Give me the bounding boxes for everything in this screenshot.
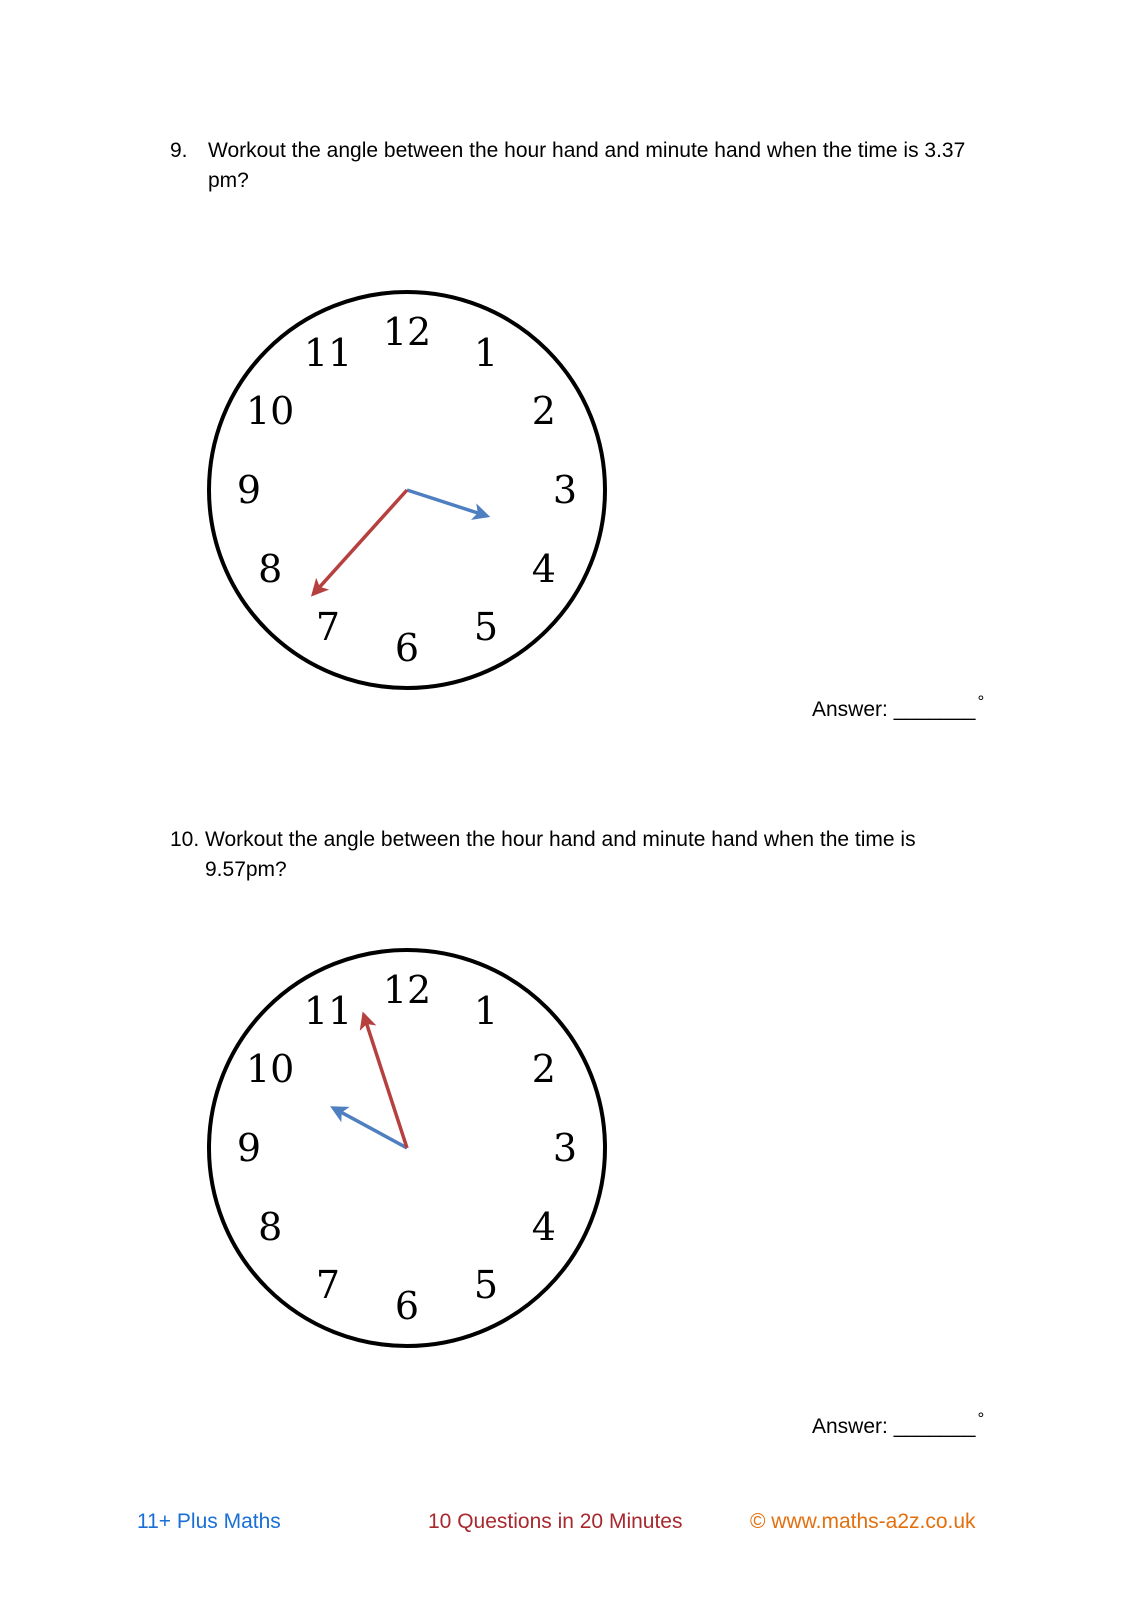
question-text: Workout the angle between the hour hand and minute hand when the time is 3.37 pm? — [208, 139, 966, 192]
question-number: 10. — [170, 828, 200, 851]
answer-line-q9 — [812, 692, 985, 722]
footer-copyright-link[interactable]: © www.maths-a2z.co.uk — [750, 1510, 976, 1533]
clock-numeral: 12 — [382, 310, 432, 354]
answer-line-q10 — [812, 1409, 985, 1439]
answer-blank[interactable]: _______ — [893, 698, 976, 721]
clock-numeral: 10 — [245, 1047, 295, 1091]
clock-numeral: 10 — [245, 389, 295, 433]
footer-brand: 11+ Plus Maths — [137, 1510, 281, 1533]
clock-face-q9 — [200, 284, 615, 699]
clock-numeral: 11 — [303, 989, 353, 1034]
clock-numeral: 2 — [531, 1047, 556, 1091]
clock-numeral: 1 — [473, 331, 499, 376]
clock-numeral: 6 — [394, 626, 420, 670]
degree-symbol: ° — [977, 692, 985, 711]
clock-numeral: 4 — [531, 1205, 556, 1249]
clock-numeral: 8 — [258, 1205, 283, 1249]
answer-blank[interactable]: _______ — [893, 1415, 976, 1438]
clock-numeral: 11 — [303, 331, 353, 376]
question-text: Workout the angle between the hour hand and minute hand when the time is 9.57pm? — [205, 828, 916, 881]
clock-numeral: 5 — [473, 1262, 499, 1307]
clock-numeral: 7 — [315, 1262, 341, 1307]
clock-numeral: 7 — [315, 604, 341, 649]
clock-numeral: 6 — [394, 1284, 420, 1328]
clock-face-q10 — [200, 942, 615, 1357]
clock-numeral: 3 — [552, 468, 578, 512]
clock-numeral: 4 — [531, 547, 556, 591]
clock-numeral: 8 — [258, 547, 283, 591]
clock-numeral: 9 — [236, 1126, 262, 1170]
clock-numeral: 1 — [473, 989, 499, 1034]
question-number: 9. — [170, 139, 188, 162]
degree-symbol: ° — [977, 1409, 985, 1428]
clock-numeral: 3 — [552, 1126, 578, 1170]
answer-label: Answer: — [812, 1415, 888, 1438]
clock-numeral: 9 — [236, 468, 262, 512]
answer-label: Answer: — [812, 698, 888, 721]
footer-subtitle: 10 Questions in 20 Minutes — [428, 1510, 683, 1533]
clock-numeral: 2 — [531, 389, 556, 433]
clock-numeral: 12 — [382, 968, 432, 1012]
clock-numeral: 5 — [473, 604, 499, 649]
